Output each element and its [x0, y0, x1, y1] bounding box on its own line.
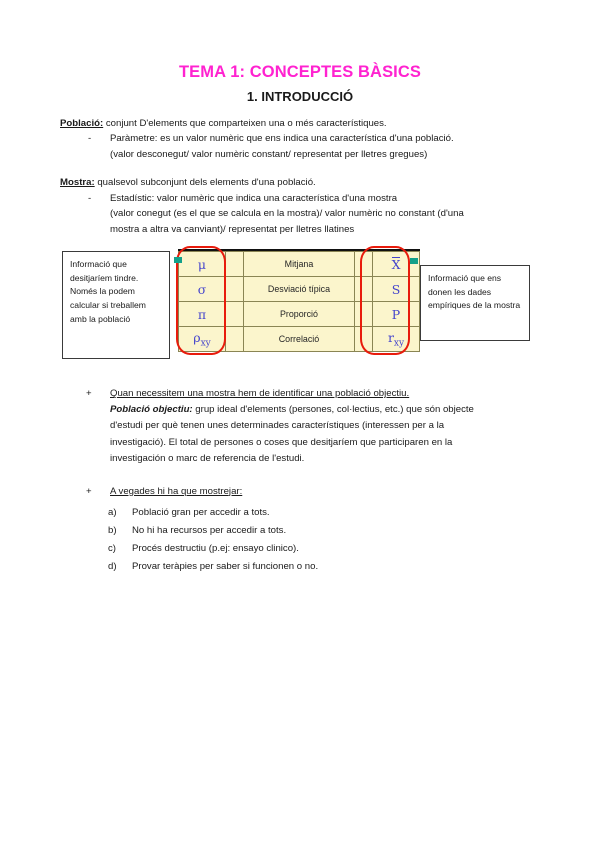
bullet-first-headline: Quan necessitem una mostra hem de identificar una població objectiu. — [110, 388, 410, 400]
note-box-sample: Informació que ens donen les dades empíriques de la mostra — [420, 265, 530, 341]
sample-symbol-cell — [373, 252, 420, 277]
mostra-estadistic-item — [88, 191, 540, 238]
mostra-estadistic-text — [110, 191, 540, 238]
poblacio-parametre-line2: (valor desconegut/ valor numèric constant/ representat per lletres gregues) — [110, 148, 428, 160]
spacer-cell — [355, 252, 373, 277]
section-heading-introduccio: 1. INTRODUCCIÓ — [246, 88, 354, 104]
mostra-definition-line — [60, 175, 540, 191]
spacer — [60, 369, 540, 386]
spacer — [60, 162, 540, 175]
plus-bullet-icon: + — [86, 485, 92, 497]
dash-bullet-icon: - — [88, 133, 92, 145]
list-item — [108, 540, 540, 558]
sample-symbol-base: r — [387, 329, 394, 345]
list-item-text: Procés destructiu (p.ej: ensayo clinico). — [132, 542, 299, 554]
spacer-cell — [225, 277, 243, 302]
population-symbol-cell: π — [179, 302, 226, 327]
symbols-table — [178, 251, 420, 352]
table-row — [179, 327, 420, 352]
list-item — [108, 558, 540, 576]
page-title: TEMA 1: CONCEPTES BÀSICS — [179, 63, 421, 81]
list-item — [108, 504, 540, 522]
table-row — [179, 252, 420, 277]
concept-name-cell: Mitjana — [243, 252, 355, 277]
dash-bullet-icon: - — [88, 192, 92, 204]
poblacio-parametre-item — [88, 131, 540, 162]
list-item-text: Població gran per accedir a tots. — [132, 506, 270, 518]
poblacio-term: Població: — [60, 117, 104, 129]
spacer-cell — [355, 327, 373, 352]
symbols-table-body — [179, 252, 420, 352]
list-item-text: Provar teràpies per saber si funcionen o no. — [132, 560, 319, 572]
poblacio-definition-line — [60, 116, 540, 132]
poblacio-parametre-text — [110, 131, 540, 162]
spacer — [60, 467, 540, 484]
poblacio-parametre-line1: Paràmetre: es un valor numèric que ens indica una característica d'una població. — [110, 133, 454, 145]
spacer-cell — [355, 277, 373, 302]
poblacio-objectiu-term: Població objectiu: — [110, 404, 193, 416]
concept-name-cell: Correlació — [243, 327, 355, 352]
spacer-cell — [225, 252, 243, 277]
sample-symbol-overline: X — [391, 256, 401, 272]
population-symbol-base: ρ — [193, 329, 201, 345]
concept-name-cell: Proporció — [243, 302, 355, 327]
symbols-table-container — [178, 249, 420, 352]
list-item-marker: c) — [108, 542, 116, 554]
table-row — [179, 277, 420, 302]
mostra-estadistic-line3: mostra a altra va canviant)/ representat per lletres llatines — [110, 223, 355, 235]
mostra-definition: qualsevol subconjunt dels elements d'una població. — [94, 177, 316, 189]
bullet-poblacio-objectiu — [86, 386, 540, 467]
mostrejar-reasons-list — [60, 504, 540, 576]
sample-symbol-cell — [373, 327, 420, 352]
concept-name-cell: Desviació típica — [243, 277, 355, 302]
mostra-estadistic-line1: Estadístic: valor numèric que indica una característica d'una mostra — [110, 192, 398, 204]
mostra-term: Mostra: — [60, 177, 95, 189]
symbols-figure — [60, 249, 540, 369]
note-box-population: Informació que desitjaríem tindre. Només la podem calcular si treballem amb la població — [62, 251, 170, 359]
bullet-first-line2: d'estudi per què tenen unes determinades característiques (interessen per a la — [110, 420, 445, 432]
population-symbol-cell — [179, 327, 226, 352]
poblacio-definition: conjunt D'elements que comparteixen una o més característiques. — [103, 117, 387, 129]
sample-symbol-cell: S — [373, 277, 420, 302]
bullet-poblacio-objectiu-body — [110, 386, 540, 467]
teal-marker-right-icon — [410, 258, 418, 264]
list-item — [108, 522, 540, 540]
mostra-estadistic-line2: (valor conegut (es el que se calcula en la mostra)/ valor numèric no constant (d'una — [110, 208, 464, 220]
plus-bullet-icon: + — [86, 388, 92, 400]
population-symbol-cell: σ — [179, 277, 226, 302]
bullet-mostrejar — [86, 484, 540, 500]
spacer-cell — [225, 327, 243, 352]
sample-symbol-cell: P — [373, 302, 420, 327]
bullet-first-line3: investigació). El total de persones o coses que desitjaríem que participaren en la — [110, 436, 453, 448]
bullet-first-line4: investigación o marc de referencia de l'estudi. — [110, 452, 305, 464]
spacer-cell — [225, 302, 243, 327]
bullet-first-line1: grup ideal d'elements (persones, col·lectius, etc.) que són objecte — [192, 404, 474, 416]
spacer-cell — [355, 302, 373, 327]
teal-marker-left-icon — [174, 257, 182, 263]
list-item-marker: b) — [108, 524, 117, 536]
sample-symbol-subscript: xy — [393, 338, 405, 349]
list-item-marker: a) — [108, 506, 117, 518]
list-item-marker: d) — [108, 560, 117, 572]
population-symbol-subscript: xy — [200, 338, 211, 349]
list-item-text: No hi ha recursos per accedir a tots. — [132, 524, 287, 536]
bullet-second-headline: A vegades hi ha que mostrejar: — [110, 485, 243, 497]
table-row — [179, 302, 420, 327]
population-symbol-cell: μ — [179, 252, 226, 277]
